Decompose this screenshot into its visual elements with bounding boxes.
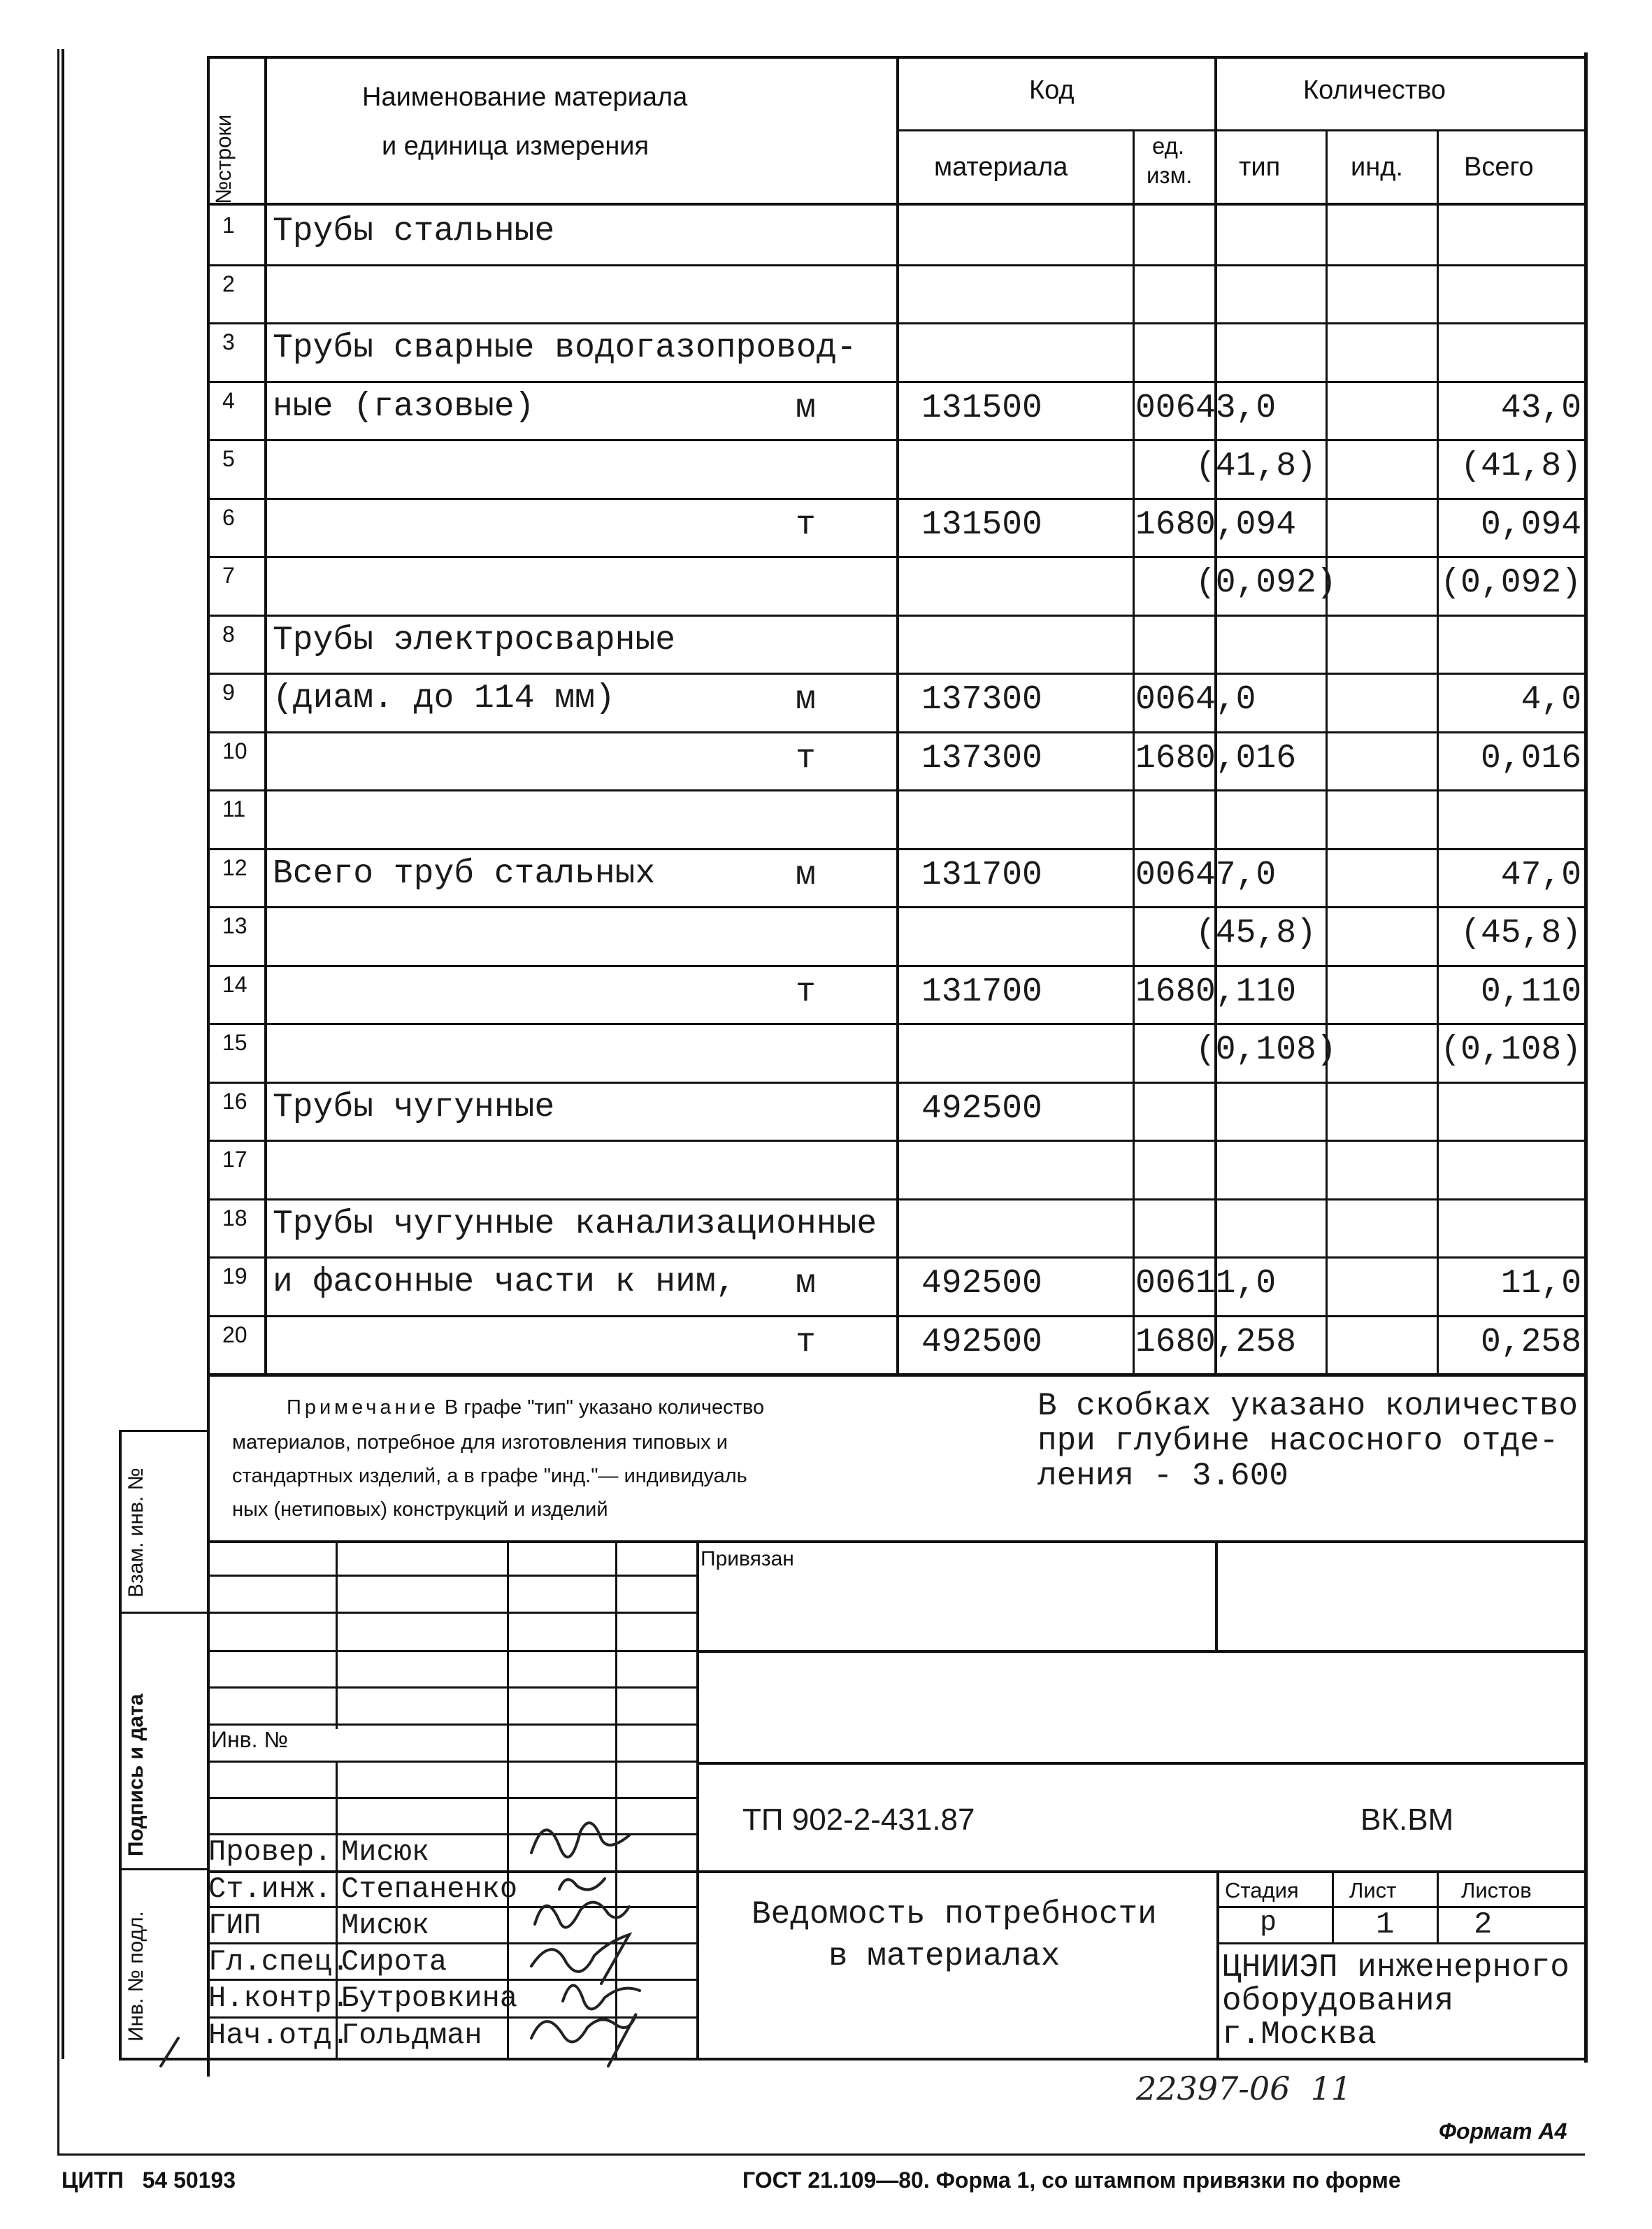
material-code: 131500 bbox=[921, 506, 1042, 544]
material-code: 137300 bbox=[921, 681, 1042, 719]
unit: т bbox=[796, 506, 816, 544]
row-number: 3 bbox=[222, 329, 235, 354]
quantity-header: Количество bbox=[1303, 76, 1446, 105]
signature-name: Степаненко bbox=[341, 1872, 518, 1906]
material-code: 131700 bbox=[921, 973, 1042, 1011]
note-title bbox=[287, 1391, 764, 1424]
qty-typ: (0,092) bbox=[1195, 564, 1337, 602]
unit-code: 168 bbox=[1135, 740, 1196, 777]
signature-name: Гольдман bbox=[341, 2019, 482, 2052]
note-line-1: В графе "тип" указано количество bbox=[444, 1396, 765, 1419]
sheet-value: 1 bbox=[1376, 1907, 1395, 1942]
row-number: 17 bbox=[222, 1147, 247, 1172]
document-title-2: в материалах bbox=[828, 1938, 1061, 1974]
note-right-3: ления - 3.600 bbox=[1037, 1458, 1288, 1494]
material-name: (диам. до 114 мм) bbox=[273, 680, 615, 717]
sheets-label: Листов bbox=[1461, 1878, 1532, 1902]
unit-code-header-2: изм. bbox=[1147, 162, 1193, 188]
qty-typ: (0,108) bbox=[1195, 1031, 1337, 1069]
material-name: Трубы чугунные канализационные bbox=[273, 1205, 877, 1243]
qty-typ: 47,0 bbox=[1195, 857, 1277, 894]
qty-typ: 0,094 bbox=[1195, 506, 1297, 544]
row-number: 14 bbox=[222, 972, 247, 997]
qty-typ: 4,0 bbox=[1195, 681, 1256, 719]
row-number: 2 bbox=[222, 271, 235, 296]
material-code-header: материала bbox=[934, 152, 1068, 182]
signature-name: Сирота bbox=[341, 1945, 447, 1979]
unit: т bbox=[796, 1324, 816, 1361]
stage-value: р bbox=[1260, 1907, 1277, 1939]
qty-typ: 0,110 bbox=[1195, 973, 1297, 1011]
qty-total: 0,016 bbox=[1480, 740, 1581, 777]
qty-total: (0,108) bbox=[1440, 1031, 1581, 1069]
document-mark: ВК.ВМ bbox=[1360, 1802, 1454, 1837]
unit-code: 168 bbox=[1135, 1324, 1196, 1361]
qty-typ: 0,258 bbox=[1195, 1324, 1297, 1361]
qty-total: 11,0 bbox=[1500, 1265, 1581, 1303]
row-number: 5 bbox=[222, 446, 235, 471]
note-line-2: материалов, потребное для изготовления типовых и bbox=[232, 1431, 728, 1454]
signature-role: ГИП bbox=[208, 1909, 261, 1942]
typ-header: тип bbox=[1239, 152, 1281, 182]
qty-total: 0,094 bbox=[1480, 506, 1581, 544]
total-header: Всего bbox=[1464, 152, 1534, 182]
material-name: ные (газовые) bbox=[273, 388, 535, 426]
note-right-1: В скобках указано количество bbox=[1037, 1388, 1578, 1424]
signature-name: Мисюк bbox=[341, 1909, 430, 1942]
qty-typ: 11,0 bbox=[1195, 1265, 1277, 1303]
stage-label: Стадия bbox=[1225, 1878, 1299, 1902]
unit-code-header: ед. bbox=[1152, 133, 1185, 159]
side-signature-date: Подпись и дата bbox=[124, 1693, 148, 1856]
material-code: 492500 bbox=[921, 1265, 1042, 1303]
ind-header: инд. bbox=[1351, 152, 1403, 182]
row-number: 9 bbox=[222, 680, 235, 705]
row-number: 6 bbox=[222, 505, 235, 530]
note-line-4: ных (нетиповых) конструкций и изделий bbox=[232, 1498, 608, 1521]
name-header-unit: и единица измерения bbox=[382, 131, 649, 161]
note-title-label: Примечание bbox=[287, 1396, 439, 1419]
signature-name: Мисюк bbox=[341, 1835, 430, 1869]
material-code: 137300 bbox=[921, 740, 1042, 777]
unit: м bbox=[796, 857, 816, 894]
signature-name: Бутровкина bbox=[341, 1981, 518, 2015]
qty-typ: 43,0 bbox=[1195, 389, 1277, 427]
signature-role: Нач.отд. bbox=[208, 2019, 350, 2052]
material-name: Трубы электросварные bbox=[273, 622, 676, 659]
qty-total: 0,258 bbox=[1480, 1324, 1581, 1361]
qty-total: (41,8) bbox=[1460, 447, 1581, 485]
signature-role: Ст.инж. bbox=[208, 1872, 332, 1906]
qty-total: (45,8) bbox=[1460, 915, 1581, 952]
unit: м bbox=[796, 389, 816, 427]
material-name: Трубы сварные водогазопровод- bbox=[273, 329, 857, 367]
row-number: 20 bbox=[222, 1322, 247, 1347]
row-number: 13 bbox=[222, 913, 247, 938]
row-number-header: №строки bbox=[211, 114, 236, 204]
row-number: 4 bbox=[222, 388, 235, 413]
material-code: 131500 bbox=[921, 389, 1042, 427]
row-number: 15 bbox=[222, 1030, 247, 1055]
row-number: 19 bbox=[222, 1263, 247, 1289]
qty-total: 43,0 bbox=[1500, 389, 1581, 427]
row-number: 11 bbox=[222, 796, 246, 822]
unit-code: 006 bbox=[1135, 681, 1196, 719]
material-code: 492500 bbox=[921, 1090, 1042, 1128]
document-title-1: Ведомость потребности bbox=[752, 1896, 1157, 1933]
footer-left: ЦИТП 54 50193 bbox=[62, 2167, 236, 2193]
signature-role: Гл.спец. bbox=[208, 1945, 350, 1979]
unit-code: 006 bbox=[1135, 1265, 1196, 1303]
footer-right: ГОСТ 21.109—80. Форма 1, со штампом привязки по форме bbox=[742, 2167, 1401, 2193]
format-label: Формат А4 bbox=[1439, 2119, 1567, 2144]
document-code: ТП 902-2-431.87 bbox=[742, 1802, 975, 1837]
unit-code: 006 bbox=[1135, 857, 1196, 894]
signature-role: Н.контр. bbox=[208, 1981, 350, 2015]
qty-typ: 0,016 bbox=[1195, 740, 1297, 777]
signature-role: Провер. bbox=[208, 1835, 332, 1869]
unit-code: 006 bbox=[1135, 389, 1196, 427]
material-code: 492500 bbox=[921, 1324, 1042, 1361]
unit-code: 168 bbox=[1135, 506, 1196, 544]
qty-total: 47,0 bbox=[1500, 857, 1581, 894]
organization-2: оборудования bbox=[1222, 1983, 1454, 2019]
name-header: Наименование материала bbox=[362, 83, 688, 112]
row-number: 7 bbox=[222, 563, 235, 588]
unit: м bbox=[796, 1265, 816, 1303]
sheet-label: Лист bbox=[1349, 1878, 1397, 1902]
qty-typ: (41,8) bbox=[1195, 447, 1316, 485]
row-number: 16 bbox=[222, 1089, 247, 1114]
organization-1: ЦНИИЭП инженерного bbox=[1222, 1949, 1570, 1986]
unit: м bbox=[796, 681, 816, 719]
qty-typ: (45,8) bbox=[1195, 915, 1316, 952]
row-number: 1 bbox=[222, 213, 235, 238]
note-line-3: стандартных изделий, а в графе "инд."— индивидуаль bbox=[232, 1465, 747, 1487]
material-name: Трубы чугунные bbox=[273, 1089, 555, 1126]
sheets-value: 2 bbox=[1474, 1907, 1493, 1942]
row-number: 12 bbox=[222, 855, 247, 880]
material-name: и фасонные части к ним, bbox=[273, 1263, 736, 1301]
privyazan-label: Привязан bbox=[701, 1547, 794, 1570]
organization-3: г.Москва bbox=[1222, 2016, 1377, 2053]
code-header: Код bbox=[1029, 76, 1075, 105]
material-name: Трубы стальные bbox=[273, 213, 555, 250]
material-code: 131700 bbox=[921, 857, 1042, 894]
qty-total: 4,0 bbox=[1521, 681, 1581, 719]
row-number: 10 bbox=[222, 738, 247, 764]
side-vzam-inv: Взам. инв. № bbox=[124, 1468, 148, 1598]
row-number: 18 bbox=[222, 1205, 247, 1231]
material-name: Всего труб стальных bbox=[273, 855, 656, 893]
unit: т bbox=[796, 973, 816, 1011]
side-inv-podl: Инв. № подл. bbox=[124, 1911, 148, 2042]
note-right-2: при глубине насосного отде- bbox=[1037, 1423, 1559, 1459]
inv-no-label: Инв. № bbox=[211, 1727, 288, 1752]
unit: т bbox=[796, 740, 816, 777]
qty-total: 0,110 bbox=[1480, 973, 1581, 1011]
unit-code: 168 bbox=[1135, 973, 1196, 1011]
qty-total: (0,092) bbox=[1440, 564, 1581, 602]
row-number: 8 bbox=[222, 622, 235, 647]
handwritten-number: 22397-06 11 bbox=[1136, 2070, 1352, 2107]
